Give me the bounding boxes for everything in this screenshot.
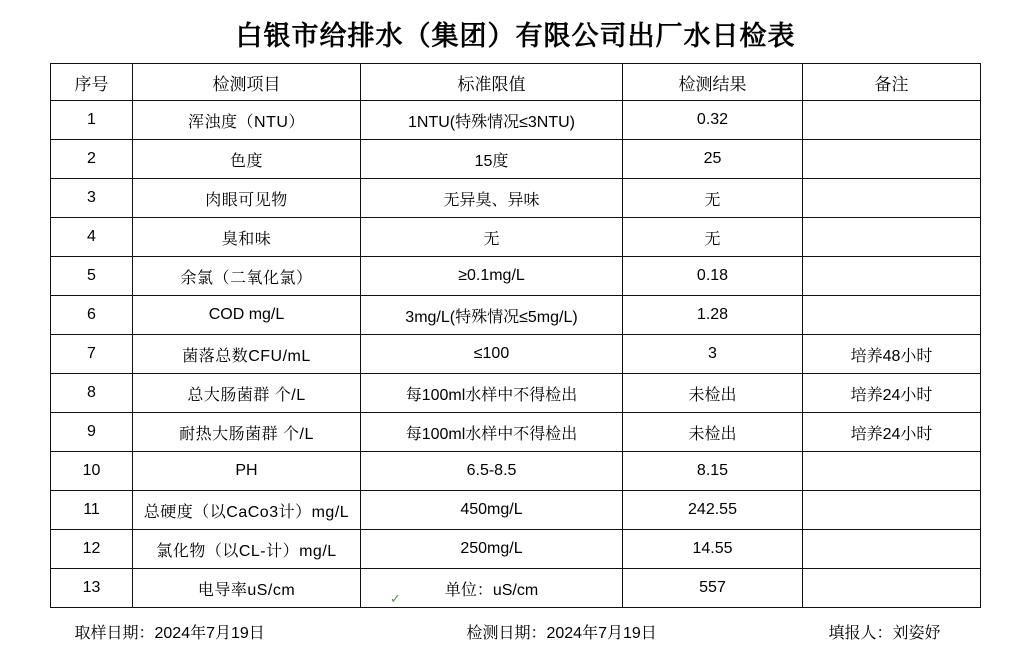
cell-result: 14.55 — [623, 530, 803, 569]
page-title: 白银市给排水（集团）有限公司出厂水日检表 — [235, 21, 796, 51]
cell-limit: 单位：uS/cm — [361, 569, 623, 608]
cell-result: 无 — [623, 179, 803, 218]
cell-limit: 450mg/L — [361, 491, 623, 530]
table-row — [51, 452, 981, 491]
cell-limit: 15度 — [361, 140, 623, 179]
column-header-limit: 标准限值 — [361, 64, 623, 101]
cell-result: 25 — [623, 140, 803, 179]
cell-result: 0.18 — [623, 257, 803, 296]
column-header-remark: 备注 — [803, 64, 981, 101]
table-row — [51, 491, 981, 530]
table-row — [51, 101, 981, 140]
table-header-row — [51, 64, 981, 101]
cell-result: 无 — [623, 218, 803, 257]
table-row — [51, 296, 981, 335]
cell-result: 未检出 — [623, 374, 803, 413]
table-row — [51, 413, 981, 452]
cell-no: 1 — [51, 101, 133, 140]
water-quality-table — [50, 63, 981, 608]
cell-remark: 培养48小时 — [803, 335, 981, 374]
cell-no: 13 — [51, 569, 133, 608]
cell-item: 浑浊度（NTU） — [133, 101, 361, 140]
cell-limit: ≤100 — [361, 335, 623, 374]
table-row — [51, 140, 981, 179]
cell-no: 10 — [51, 452, 133, 491]
cell-remark — [803, 179, 981, 218]
cell-remark: 培养24小时 — [803, 374, 981, 413]
cell-remark — [803, 257, 981, 296]
footer-row — [51, 608, 981, 643]
cell-limit: 1NTU(特殊情况≤3NTU) — [361, 101, 623, 140]
cell-remark — [803, 218, 981, 257]
green-check-mark: ✓ — [390, 591, 401, 606]
column-header-result: 检测结果 — [623, 64, 803, 101]
column-header-no: 序号 — [51, 64, 133, 101]
cell-limit: 每100ml水样中不得检出 — [361, 413, 623, 452]
cell-result: 3 — [623, 335, 803, 374]
cell-item: 总硬度（以CaCo3计）mg/L — [133, 491, 361, 530]
cell-result: 557 — [623, 569, 803, 608]
cell-result: 8.15 — [623, 452, 803, 491]
cell-item: 氯化物（以CL-计）mg/L — [133, 530, 361, 569]
cell-item: 电导率uS/cm — [133, 569, 361, 608]
cell-no: 6 — [51, 296, 133, 335]
cell-remark — [803, 452, 981, 491]
sample-date: 取样日期：2024年7月19日 — [74, 625, 265, 642]
cell-limit: 无 — [361, 218, 623, 257]
table-row — [51, 374, 981, 413]
table-row — [51, 530, 981, 569]
cell-limit: 3mg/L(特殊情况≤5mg/L) — [361, 296, 623, 335]
cell-no: 9 — [51, 413, 133, 452]
cell-item: 余氯（二氧化氯） — [133, 257, 361, 296]
cell-item: 色度 — [133, 140, 361, 179]
cell-no: 4 — [51, 218, 133, 257]
cell-item: 总大肠菌群 个/L — [133, 374, 361, 413]
cell-item: COD mg/L — [133, 296, 361, 335]
table-row — [51, 218, 981, 257]
table-row — [51, 257, 981, 296]
cell-no: 3 — [51, 179, 133, 218]
cell-item: 臭和味 — [133, 218, 361, 257]
cell-no: 2 — [51, 140, 133, 179]
cell-limit: ≥0.1mg/L — [361, 257, 623, 296]
cell-remark — [803, 530, 981, 569]
cell-no: 11 — [51, 491, 133, 530]
cell-result: 0.32 — [623, 101, 803, 140]
cell-result: 未检出 — [623, 413, 803, 452]
reporter: 填报人：刘姿妤 — [828, 625, 941, 642]
table-row — [51, 335, 981, 374]
cell-remark — [803, 296, 981, 335]
cell-no: 8 — [51, 374, 133, 413]
cell-remark: 培养24小时 — [803, 413, 981, 452]
column-header-item: 检测项目 — [133, 64, 361, 101]
table-row — [51, 569, 981, 608]
cell-result: 1.28 — [623, 296, 803, 335]
cell-limit: 6.5-8.5 — [361, 452, 623, 491]
test-date: 检测日期：2024年7月19日 — [466, 625, 657, 642]
cell-remark — [803, 569, 981, 608]
cell-no: 7 — [51, 335, 133, 374]
cell-remark — [803, 140, 981, 179]
cell-result: 242.55 — [623, 491, 803, 530]
cell-limit: 无异臭、异味 — [361, 179, 623, 218]
cell-item: 耐热大肠菌群 个/L — [133, 413, 361, 452]
cell-limit: 250mg/L — [361, 530, 623, 569]
table-row — [51, 179, 981, 218]
cell-remark — [803, 101, 981, 140]
cell-item: PH — [133, 452, 361, 491]
cell-no: 5 — [51, 257, 133, 296]
cell-no: 12 — [51, 530, 133, 569]
cell-limit: 每100ml水样中不得检出 — [361, 374, 623, 413]
cell-item: 肉眼可见物 — [133, 179, 361, 218]
cell-item: 菌落总数CFU/mL — [133, 335, 361, 374]
cell-remark — [803, 491, 981, 530]
